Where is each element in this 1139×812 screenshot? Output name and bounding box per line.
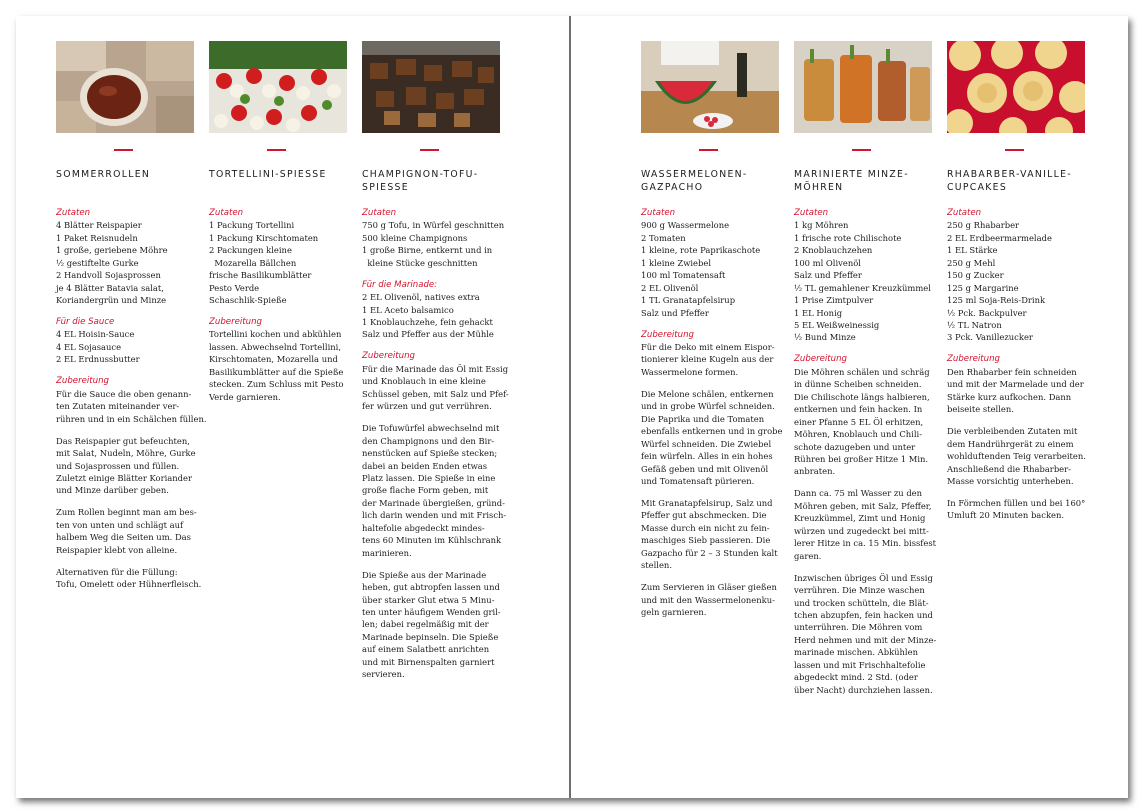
book-spread xyxy=(16,16,1128,798)
text-line: heben, gut abtropfen lassen und xyxy=(362,582,500,593)
text-line: Dann ca. 75 ml Wasser zu den xyxy=(794,488,923,499)
text-line: Verde garnieren. xyxy=(209,391,281,402)
title-divider xyxy=(114,149,133,151)
recipe-marinierte-minze-moehren xyxy=(794,41,937,696)
instruction-paragraph xyxy=(209,328,349,403)
text-line: Den Rhabarber fein schneiden xyxy=(947,366,1077,377)
ingredient-item: 125 ml Soja-Reis-Drink xyxy=(947,295,1046,306)
instruction-paragraph xyxy=(362,363,509,413)
ingredient-item: 5 EL Weißweinessig xyxy=(794,320,880,331)
ingredient-item: 1 TL Granatapfelsirup xyxy=(641,295,736,306)
text-line: mit Salat, Nudeln, Möhre, Gurke xyxy=(56,448,196,459)
ingredient-item: 1 große Birne, entkernt und in xyxy=(362,245,493,256)
title-divider xyxy=(1005,149,1024,151)
text-line: über starker Glut etwa 5 Minu- xyxy=(362,594,495,605)
text-line: und mit der Marmelade und der xyxy=(947,379,1084,390)
recipe-title: TORTELLINI-SPIESSE xyxy=(209,169,327,180)
instructions xyxy=(362,363,509,681)
text-line: Tortellini kochen und abkühlen xyxy=(209,329,342,340)
ingredient-item: 1 Packung Tortellini xyxy=(209,220,295,231)
ingredient-list xyxy=(209,219,349,306)
text-line: Umluft 20 Minuten backen. xyxy=(947,510,1065,521)
ingredient-item: 1 kleine Zwiebel xyxy=(641,257,712,268)
text-line: den Champignons und den Bir- xyxy=(362,435,495,446)
text-line: der Marinade übergießen, gründ- xyxy=(362,497,505,508)
text-line: dabei an beiden Enden etwas xyxy=(362,460,488,471)
recipe-title: CHAMPIGNON-TOFU- SPIESSE xyxy=(362,169,479,193)
cupcakes-photo xyxy=(947,41,1087,133)
instruction-paragraph xyxy=(641,341,781,378)
instruction-paragraph xyxy=(641,388,781,488)
text-line: lassen. Abwechselnd Tortellini, xyxy=(209,341,341,352)
text-line: Pfeffer gut abschmecken. Die xyxy=(641,510,767,521)
text-line: und Minze darüber geben. xyxy=(56,485,169,496)
instruction-paragraph xyxy=(794,572,937,697)
text-line: Für die Marinade das Öl mit Essig xyxy=(362,363,509,374)
ingredient-item: 250 g Rhabarber xyxy=(947,220,1020,231)
instructions xyxy=(794,366,937,696)
ingredient-item: ½ Bund Minze xyxy=(794,332,856,343)
text-line: stecken. Zum Schluss mit Pesto xyxy=(209,379,344,390)
text-line: verrühren. Die Minze waschen xyxy=(794,585,925,596)
ingredient-item: 1 kleine, rote Paprikaschote xyxy=(641,245,761,256)
ingredient-item: 100 ml Tomatensaft xyxy=(641,270,726,281)
text-line: einer Pfanne 5 EL Öl erhitzen, xyxy=(794,416,924,427)
text-line: tens 60 Minuten im Kühlschrank xyxy=(362,535,502,546)
recipe-tortellini-spiesse xyxy=(209,41,349,403)
text-line: Kreuzkümmel, Zimt und Honig xyxy=(794,513,926,524)
ingredient-item: 3 Pck. Vanillezucker xyxy=(947,332,1033,343)
ingredient-list xyxy=(362,291,502,341)
text-line: beiseite stellen. xyxy=(947,404,1014,415)
text-line: len; dabei regelmäßig mit der xyxy=(362,619,489,630)
text-line: auf einem Salatbett anrichten xyxy=(362,644,490,655)
ingredient-list xyxy=(947,219,1087,344)
text-line: Das Reispapier gut befeuchten, xyxy=(56,435,190,446)
text-line: dem Handrührgerät zu einem xyxy=(947,438,1074,449)
watermelon-photo xyxy=(641,41,781,133)
text-line: über Nacht) durchziehen lassen. xyxy=(794,684,933,695)
text-line: große flache Form geben, mit xyxy=(362,485,489,496)
ingredient-item: 1 Knoblauchzehe, fein gehackt xyxy=(362,317,493,328)
text-line: Gazpacho für 2 – 3 Stunden kalt xyxy=(641,547,778,558)
text-line: Inzwischen übriges Öl und Essig xyxy=(794,572,933,583)
ingredient-item: 1 Prise Zimtpulver xyxy=(794,295,874,306)
sauce-bowl-photo xyxy=(56,41,196,133)
ingredient-list xyxy=(56,328,196,365)
ingredient-item: ½ gestiftelte Gurke xyxy=(56,257,139,268)
recipe-title: SOMMERROLLEN xyxy=(56,169,151,180)
ingredient-item: 125 g Margarine xyxy=(947,282,1019,293)
text-line: Möhren, Knoblauch und Chili- xyxy=(794,429,923,440)
text-line: garen. xyxy=(794,550,822,561)
text-line: lassen und mit Frischhaltefolie xyxy=(794,659,926,670)
section-label: Für die Sauce xyxy=(56,317,115,328)
text-line: Stärke kurz aufkochen. Dann xyxy=(947,391,1072,402)
section-label: Zutaten xyxy=(947,208,982,218)
ingredient-item: 2 Packungen kleine xyxy=(209,245,292,256)
ingredient-list xyxy=(56,219,196,306)
instruction-paragraph xyxy=(641,497,781,572)
text-line: und in grobe Würfel schneiden. xyxy=(641,401,775,412)
text-line: Masse vorsichtig unterheben. xyxy=(947,475,1074,486)
text-line: entkernen und fein hacken. In xyxy=(794,404,923,415)
ingredient-item: 1 EL Aceto balsamico xyxy=(362,304,454,315)
ingredient-item: kleine Stücke geschnitten xyxy=(362,257,478,268)
title-divider xyxy=(852,149,871,151)
section-label: Für die Marinade: xyxy=(362,279,438,290)
text-line: Herd nehmen und mit der Minze- xyxy=(794,634,937,645)
ingredient-list xyxy=(794,219,934,344)
ingredient-item: 100 ml Olivenöl xyxy=(794,257,861,268)
title-divider xyxy=(267,149,286,151)
text-line: lich darin wenden und mit Frisch- xyxy=(362,510,507,521)
text-line: Die Chilischote längs halbieren, xyxy=(794,391,930,402)
ingredient-item: 4 Blätter Reispapier xyxy=(56,220,142,231)
skewers-photo xyxy=(209,41,349,133)
instructions xyxy=(209,328,349,403)
text-line: Für die Deko mit einem Eispor- xyxy=(641,341,775,352)
text-line: ten Zutaten miteinander ver- xyxy=(56,401,180,412)
text-line: Anschließend die Rhabarber- xyxy=(947,463,1071,474)
ingredient-item: Pesto Verde xyxy=(209,282,260,293)
ingredient-item: 1 EL Honig xyxy=(794,307,843,318)
text-line: Rühren bei großer Hitze 1 Min. xyxy=(794,454,929,465)
text-line: Die Paprika und die Tomaten xyxy=(641,413,765,424)
text-line: anbraten. xyxy=(794,466,836,477)
text-line: Mit Granatapfelsirup, Salz und xyxy=(641,497,773,508)
ingredient-item: 1 frische rote Chilischote xyxy=(794,232,902,243)
instructions xyxy=(641,341,781,619)
ingredient-list xyxy=(641,219,781,319)
ingredient-item: 150 g Zucker xyxy=(947,270,1004,281)
ingredient-item: je 4 Blätter Batavia salat, xyxy=(56,282,164,293)
text-line: ten von unten und schlägt auf xyxy=(56,519,184,530)
text-line: Die Spieße aus der Marinade xyxy=(362,569,487,580)
ingredient-item: ½ TL gemahlener Kreuzkümmel xyxy=(794,282,931,293)
instructions xyxy=(947,366,1087,522)
text-line: Die Tofuwürfel abwechselnd mit xyxy=(362,423,500,434)
text-line: Die Melone schälen, entkernen xyxy=(641,388,774,399)
text-line: Schüssel geben, mit Salz und Pfef- xyxy=(362,388,509,399)
text-line: servieren. xyxy=(362,669,405,680)
ingredient-item: 2 EL Olivenöl, natives extra xyxy=(362,292,480,303)
instruction-paragraph xyxy=(947,497,1087,522)
ingredient-item: 2 EL Erdnussbutter xyxy=(56,354,140,365)
text-line: Wassermelone formen. xyxy=(641,366,739,377)
text-line: In Förmchen füllen und bei 160° xyxy=(947,497,1086,508)
ingredient-item: 750 g Tofu, in Würfel geschnitten xyxy=(362,220,505,231)
text-line: wohlduftenden Teig verarbeiten. xyxy=(947,451,1086,462)
text-line: Zum Rollen beginnt man am bes- xyxy=(56,507,197,518)
text-line: unterrühren. Die Möhren vom xyxy=(794,622,923,633)
text-line: und mit Birnenspalten garniert xyxy=(362,656,495,667)
text-line: nenstücken auf Spieße stecken; xyxy=(362,448,498,459)
section-label: Zutaten xyxy=(209,208,244,218)
text-line: Kirschtomaten, Mozarella und xyxy=(209,354,338,365)
text-line: lerer Hitze in ca. 15 Min. bissfest xyxy=(794,538,937,549)
ingredient-item: Mozarella Bällchen xyxy=(209,257,297,268)
jars-photo xyxy=(794,41,934,133)
text-line: und trocken schütteln, die Blät- xyxy=(794,597,929,608)
ingredient-list xyxy=(362,219,505,269)
recipe-title: RHABARBER-VANILLE- CUPCAKES xyxy=(947,169,1072,193)
ingredient-item: 1 große, geriebene Möhre xyxy=(56,245,168,256)
text-line: abgedeckt mind. 2 Std. (oder xyxy=(794,672,918,683)
title-divider xyxy=(699,149,718,151)
section-label: Zubereitung xyxy=(209,317,263,328)
ingredient-item: 1 Paket Reisnudeln xyxy=(56,232,138,243)
text-line: Marinade bepinseln. Die Spieße xyxy=(362,631,499,642)
instruction-paragraph xyxy=(947,366,1087,416)
title-divider xyxy=(420,149,439,151)
recipe-rhabarber-vanille-cupcakes xyxy=(947,41,1087,522)
ingredient-item: 1 kg Möhren xyxy=(794,220,849,231)
instruction-paragraph xyxy=(947,425,1087,487)
section-label: Zubereitung xyxy=(641,329,695,340)
instruction-paragraph xyxy=(794,366,934,478)
section-label: Zutaten xyxy=(56,208,91,218)
text-line: und Tomatensaft pürieren. xyxy=(641,475,755,486)
section-label: Zubereitung xyxy=(56,376,110,387)
instructions xyxy=(56,388,207,591)
instruction-paragraph xyxy=(56,435,196,497)
instruction-paragraph xyxy=(362,422,507,559)
text-line: Zum Servieren in Gläser gießen xyxy=(641,582,777,593)
text-line: und Knoblauch in eine kleine xyxy=(362,376,486,387)
ingredient-item: Schaschlik-Spieße xyxy=(209,295,287,306)
section-label: Zutaten xyxy=(641,208,676,218)
text-line: Alternativen für die Füllung: xyxy=(56,566,178,577)
section-label: Zutaten xyxy=(362,208,397,218)
ingredient-item: 4 EL Sojasauce xyxy=(56,341,122,352)
recipe-champignon-tofu-spiesse xyxy=(362,41,509,681)
text-line: maschiges Sieb passieren. Die xyxy=(641,535,771,546)
text-line: fer würzen und gut verrühren. xyxy=(362,401,492,412)
ingredient-item: 2 Handvoll Sojasprossen xyxy=(56,270,161,281)
ingredient-item: Salz und Pfeffer xyxy=(641,307,709,318)
ingredient-item: frische Basilikumblätter xyxy=(209,270,312,281)
ingredient-item: ½ Pck. Backpulver xyxy=(947,307,1027,318)
text-line: Für die Sauce die oben genann- xyxy=(56,388,192,399)
ingredient-item: 250 g Mehl xyxy=(947,257,996,268)
text-line: Würfel schneiden. Die Zwiebel xyxy=(641,438,772,449)
instruction-paragraph xyxy=(56,506,196,556)
ingredient-item: Salz und Pfeffer aus der Mühle xyxy=(362,329,494,340)
text-line: Masse durch ein nicht zu fein- xyxy=(641,522,770,533)
ingredient-item: Koriandergrün und Minze xyxy=(56,295,167,306)
ingredient-item: 1 EL Stärke xyxy=(947,245,998,256)
ingredient-item: 500 kleine Champignons xyxy=(362,232,468,243)
text-line: Zuletzt einige Blätter Koriander xyxy=(56,472,192,483)
text-line: Die verbleibenden Zutaten mit xyxy=(947,426,1078,437)
right-page xyxy=(571,16,1128,798)
text-line: Basilikumblätter auf die Spieße xyxy=(209,366,344,377)
text-line: ebenfalls entkernen und in grobe xyxy=(641,426,783,437)
instruction-paragraph xyxy=(56,566,202,591)
recipe-sommerrollen xyxy=(56,41,207,591)
text-line: rühren und in ein Schälchen füllen. xyxy=(56,413,207,424)
text-line: marinieren. xyxy=(362,547,412,558)
text-line: Möhren geben, mit Salz, Pfeffer, xyxy=(794,500,932,511)
text-line: ten unter häufigem Wenden gril- xyxy=(362,607,501,617)
text-line: stellen. xyxy=(641,560,672,571)
tofu-skewers-photo xyxy=(362,41,502,133)
instruction-paragraph xyxy=(641,581,781,618)
text-line: Die Möhren schälen und schräg xyxy=(794,366,930,377)
recipe-wassermelonen-gazpacho xyxy=(641,41,781,619)
text-line: haltefolie abgedeckt mindes- xyxy=(362,522,485,533)
ingredient-item: 2 EL Erdbeermarmelade xyxy=(947,232,1052,243)
text-line: schote dazugeben und unter xyxy=(794,441,916,452)
section-label: Zubereitung xyxy=(362,351,416,362)
text-line: halbem Weg die Seiten um. Das xyxy=(56,532,191,543)
text-line: Reispapier klebt von alleine. xyxy=(56,544,178,555)
text-line: würzen und zugedeckt bei mitt- xyxy=(794,525,929,536)
text-line: tchen abzupfen, fein hacken und xyxy=(794,610,933,620)
ingredient-item: ½ TL Natron xyxy=(947,320,1002,331)
ingredient-item: 4 EL Hoisin-Sauce xyxy=(56,329,135,340)
instruction-paragraph xyxy=(56,388,207,425)
ingredient-item: 900 g Wassermelone xyxy=(641,220,730,231)
recipe-title: WASSERMELONEN- GAZPACHO xyxy=(641,169,748,193)
text-line: Tofu, Omelett oder Hühnerfleisch. xyxy=(56,579,202,590)
text-line: fein würfeln. Alles in ein hohes xyxy=(641,451,773,462)
text-line: tionierer kleine Kugeln aus der xyxy=(641,354,774,365)
section-label: Zubereitung xyxy=(794,354,848,365)
text-line: geln garnieren. xyxy=(641,607,707,618)
recipe-title: MARINIERTE MINZE- MÖHREN xyxy=(794,169,909,193)
ingredient-item: Salz und Pfeffer xyxy=(794,270,862,281)
section-label: Zutaten xyxy=(794,208,829,218)
instruction-paragraph xyxy=(794,487,937,562)
text-line: und mit den Wassermelonenku- xyxy=(641,594,775,605)
section-label: Zubereitung xyxy=(947,354,1001,365)
text-line: marinade mischen. Abkühlen xyxy=(794,647,918,658)
text-line: in dünne Scheiben schneiden. xyxy=(794,379,922,390)
ingredient-item: 1 Packung Kirschtomaten xyxy=(209,232,319,243)
ingredient-item: 2 Tomaten xyxy=(641,232,686,243)
text-line: und Sojasprossen und füllen. xyxy=(56,460,180,471)
ingredient-item: 2 Knoblauchzehen xyxy=(794,245,873,256)
text-line: Platz lassen. Die Spieße in eine xyxy=(362,472,496,483)
text-line: Gefäß geben und mit Olivenöl xyxy=(641,463,769,474)
ingredient-item: 2 EL Olivenöl xyxy=(641,282,699,293)
left-page xyxy=(16,16,569,798)
instruction-paragraph xyxy=(362,569,502,681)
